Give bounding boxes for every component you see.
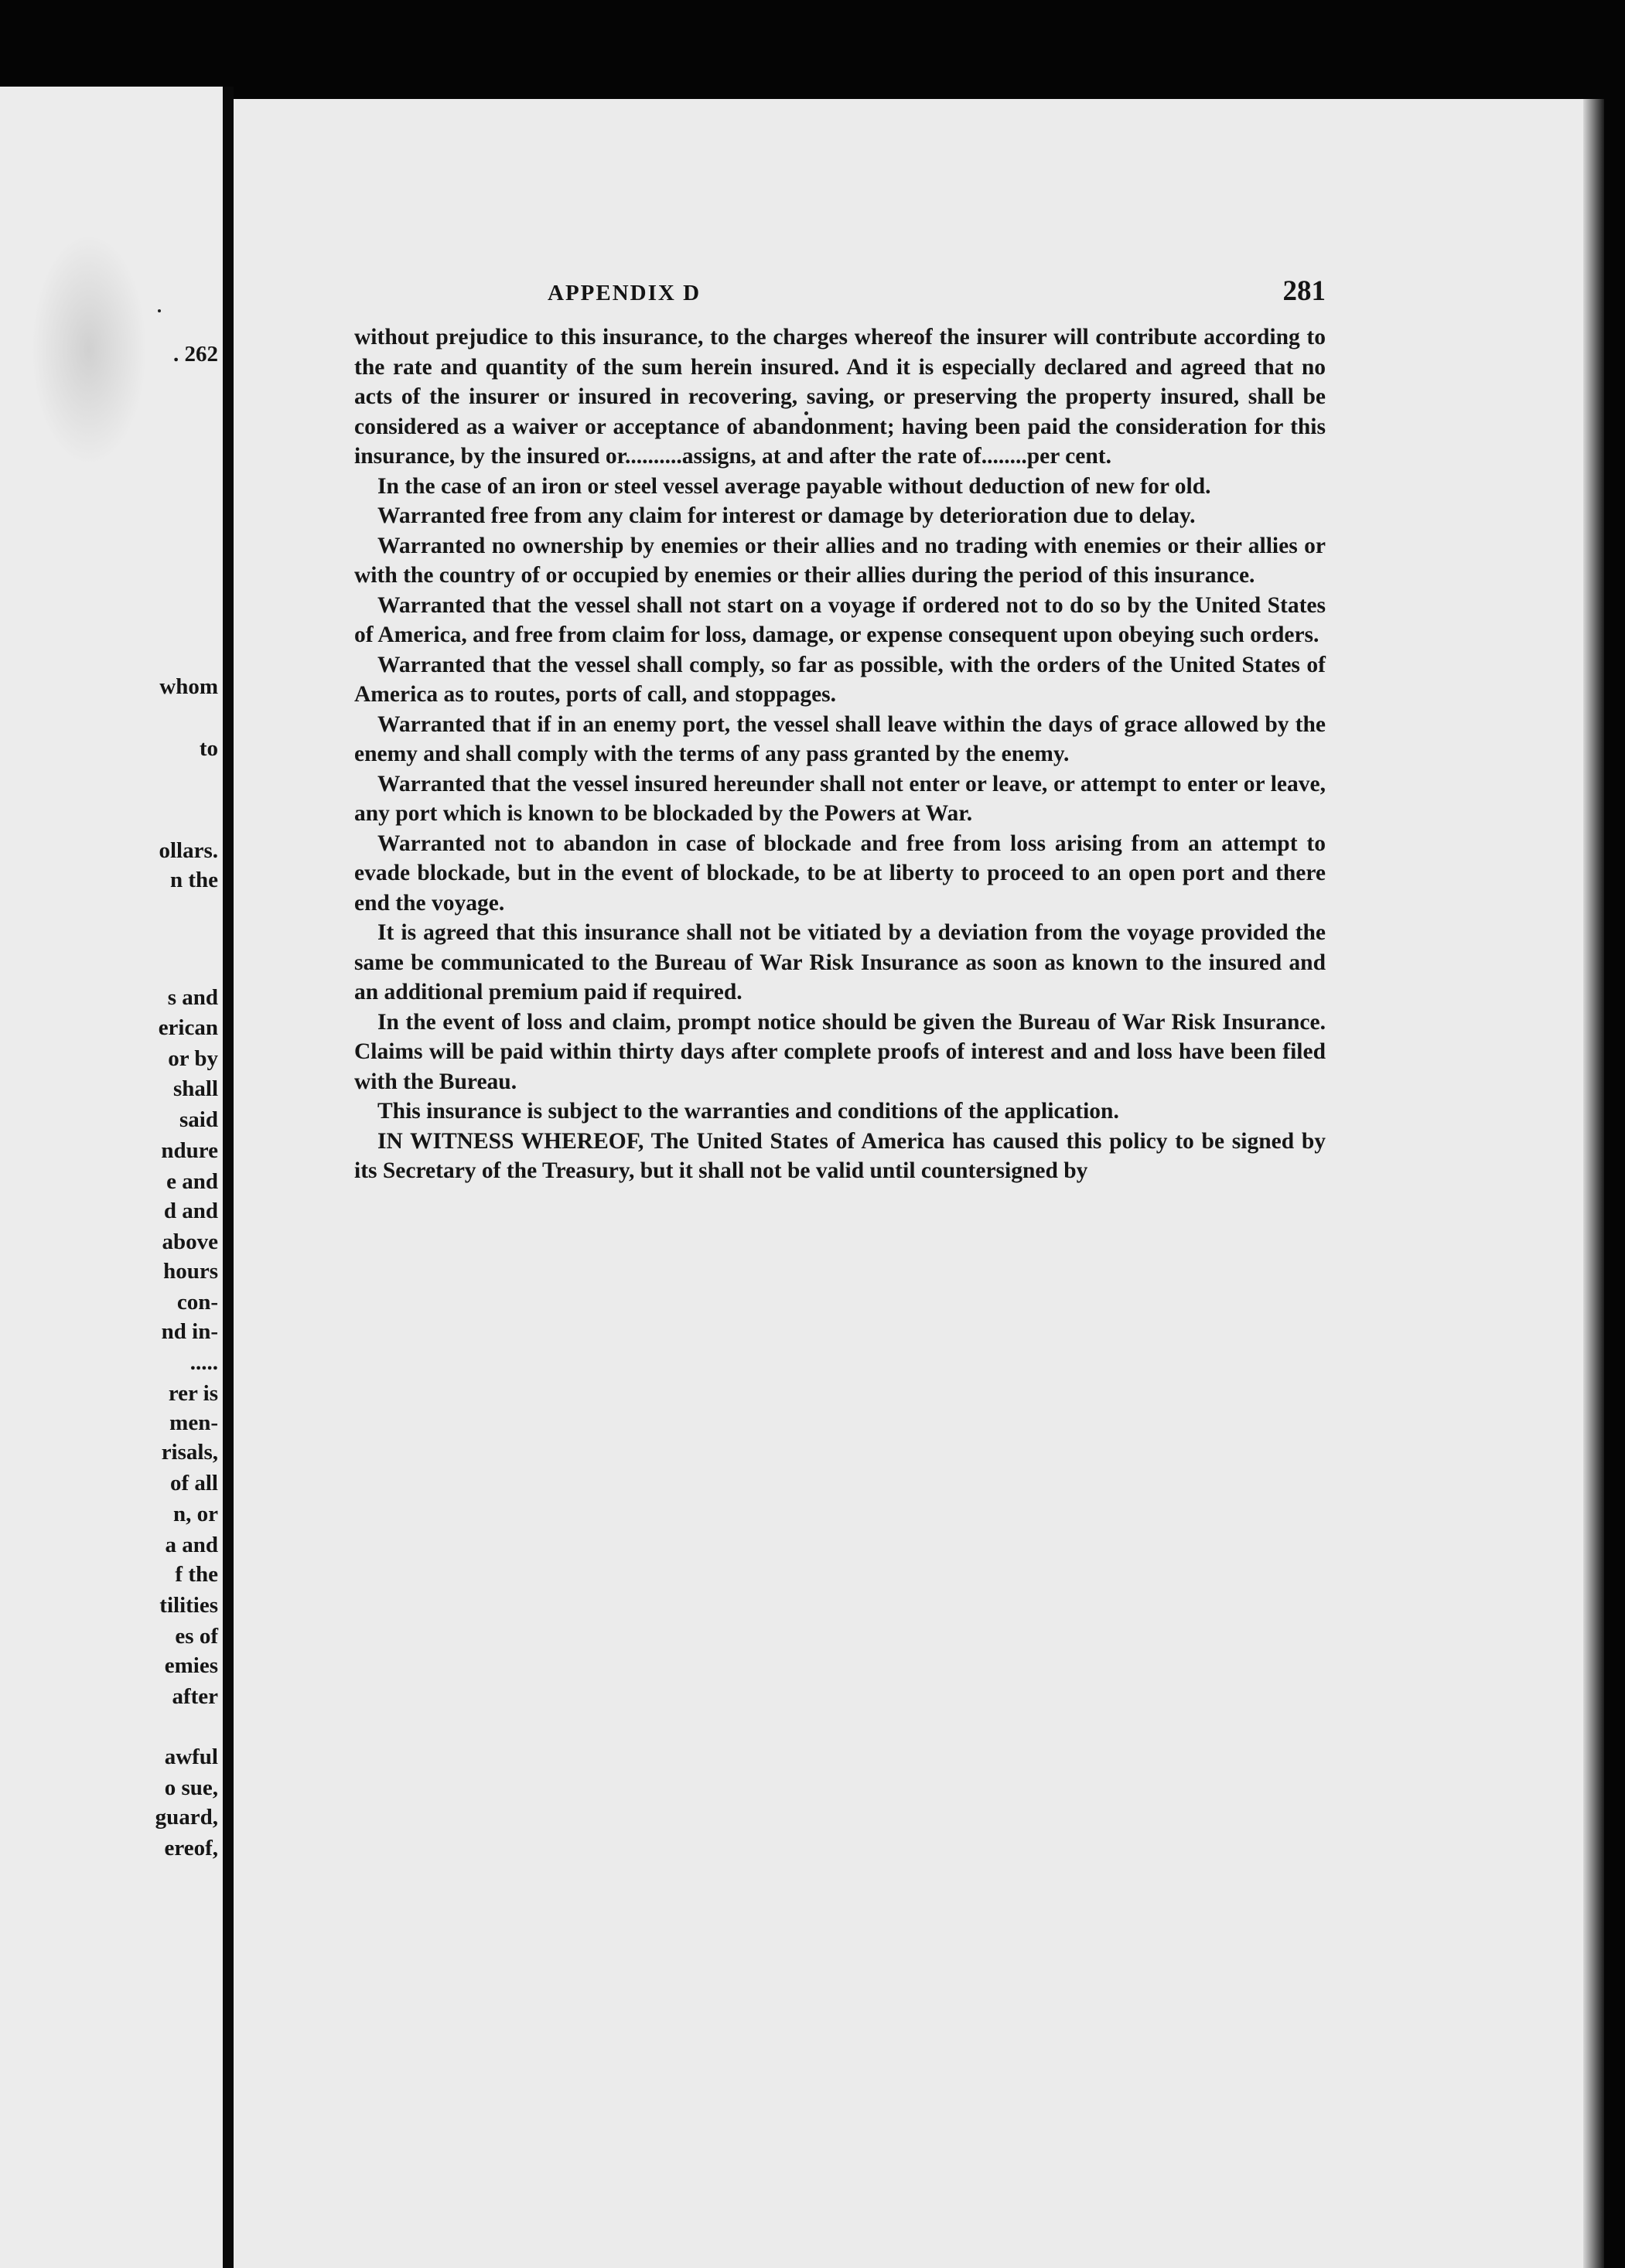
page-edge-shadow — [1583, 99, 1604, 2268]
left-page-line: to — [199, 736, 218, 761]
left-page-line: hours — [163, 1259, 218, 1284]
left-page-line: erican — [158, 1015, 218, 1040]
left-page-line: whom — [159, 674, 218, 699]
left-page-line: o sue, — [164, 1775, 218, 1800]
left-facing-page — [0, 87, 223, 2268]
paragraph: This insurance is subject to the warranties and conditions of the application. — [377, 1099, 1119, 1124]
paragraph: Warranted that the vessel shall comply, so far as possible, with the orders of the United States of America as to routes, ports of call, and stoppages. — [354, 652, 1326, 707]
left-page-line: con- — [176, 1290, 218, 1315]
left-page-line: guard, — [155, 1805, 218, 1830]
left-page-line: after — [172, 1684, 218, 1709]
paragraph: It is agreed that this insurance shall not be vitiated by a deviation from the voyage provided the same be communicated to the Bureau of War Risk Insurance as soon as known to the insured and an additional premium paid if required. — [354, 920, 1326, 1004]
left-page-line: . 262 — [173, 342, 218, 367]
left-page-line: n, or — [173, 1502, 218, 1526]
paragraph: IN WITNESS WHEREOF, The United States of America has caused this policy to be signed by its Secretary of the Treasury, but it shall not be valid until countersigned by — [354, 1128, 1326, 1183]
left-page-line: ollars. — [159, 838, 218, 863]
book-gutter — [223, 87, 234, 2268]
left-page-line: f the — [175, 1562, 218, 1587]
left-page-line: said — [179, 1107, 218, 1132]
left-page-line: nd in- — [161, 1319, 218, 1344]
left-page-line: ndure — [161, 1138, 218, 1163]
left-page-line: es of — [175, 1624, 218, 1649]
page-body — [354, 322, 1326, 1186]
running-head: APPENDIX D — [548, 281, 702, 305]
left-page-line: or by — [168, 1046, 218, 1071]
left-page-line: ereof, — [164, 1836, 218, 1860]
paragraph: Warranted not to abandon in case of blockade and free from loss arising from an attempt to evade blockade, but in the event of blockade, to be at liberty to proceed to an open port and there end the voyage. — [354, 830, 1326, 916]
left-page-line: ..... — [189, 1350, 218, 1375]
page-number: 281 — [1282, 275, 1326, 307]
left-page-line: tilities — [159, 1593, 218, 1618]
left-page-line: rer is — [168, 1381, 218, 1406]
paragraph: In the event of loss and claim, prompt notice should be given the Bureau of War Risk Insurance. Claims will be paid within thirty days after complete proofs of interest and and loss have been filed with the Bureau. — [354, 1009, 1326, 1094]
left-page-line: d and — [163, 1199, 218, 1223]
paragraph: Warranted no ownership by enemies or their allies and no trading with enemies or their allies or with the country of or occupied by enemies or their allies during the period of this insurance. — [354, 533, 1326, 588]
left-page-line: above — [162, 1229, 218, 1254]
left-page-line: of all — [169, 1471, 218, 1496]
left-page-line: risals, — [161, 1440, 218, 1465]
left-page-line: n the — [169, 868, 218, 892]
left-page-line: e and — [166, 1169, 218, 1194]
left-page-line: men- — [169, 1410, 218, 1435]
paragraph: Warranted free from any claim for interest or damage by deterioration due to delay. — [377, 503, 1196, 528]
left-page-line: awful — [164, 1744, 218, 1769]
left-page-line: s and — [167, 985, 218, 1010]
paragraph: without prejudice to this insurance, to the charges whereof the insurer will contribute according to the rate and quantity of the sum herein insured. And it is especially declared and agreed that no acts of the insurer or insured in recovering, saving, or preserving the property insured, shall be considered as a waiver or acceptance of abandonment; having been paid the consideration for this insurance, by the insured or..........assigns, at and after the rate of........per cent. — [354, 325, 1326, 469]
paragraph: Warranted that the vessel shall not start on a voyage if ordered not to do so by the United States of America, and free from claim for loss, damage, or expense consequent upon obeying such orders. — [354, 592, 1326, 647]
paragraph: In the case of an iron or steel vessel average payable without deduction of new for old. — [377, 473, 1211, 499]
page-header — [354, 275, 1326, 313]
print-speck — [158, 309, 161, 312]
paragraph: Warranted that the vessel insured hereunder shall not enter or leave, or attempt to enter or leave, any port which is known to be blockaded by the Powers at War. — [354, 771, 1326, 826]
left-page-line: emies — [164, 1653, 218, 1678]
left-page-line: a and — [165, 1533, 218, 1557]
paragraph: Warranted that if in an enemy port, the vessel shall leave within the days of grace allowed by the enemy and shall comply with the terms of any pass granted by the enemy. — [354, 711, 1326, 766]
page-smudge — [31, 234, 147, 466]
left-page-line: shall — [172, 1076, 218, 1101]
